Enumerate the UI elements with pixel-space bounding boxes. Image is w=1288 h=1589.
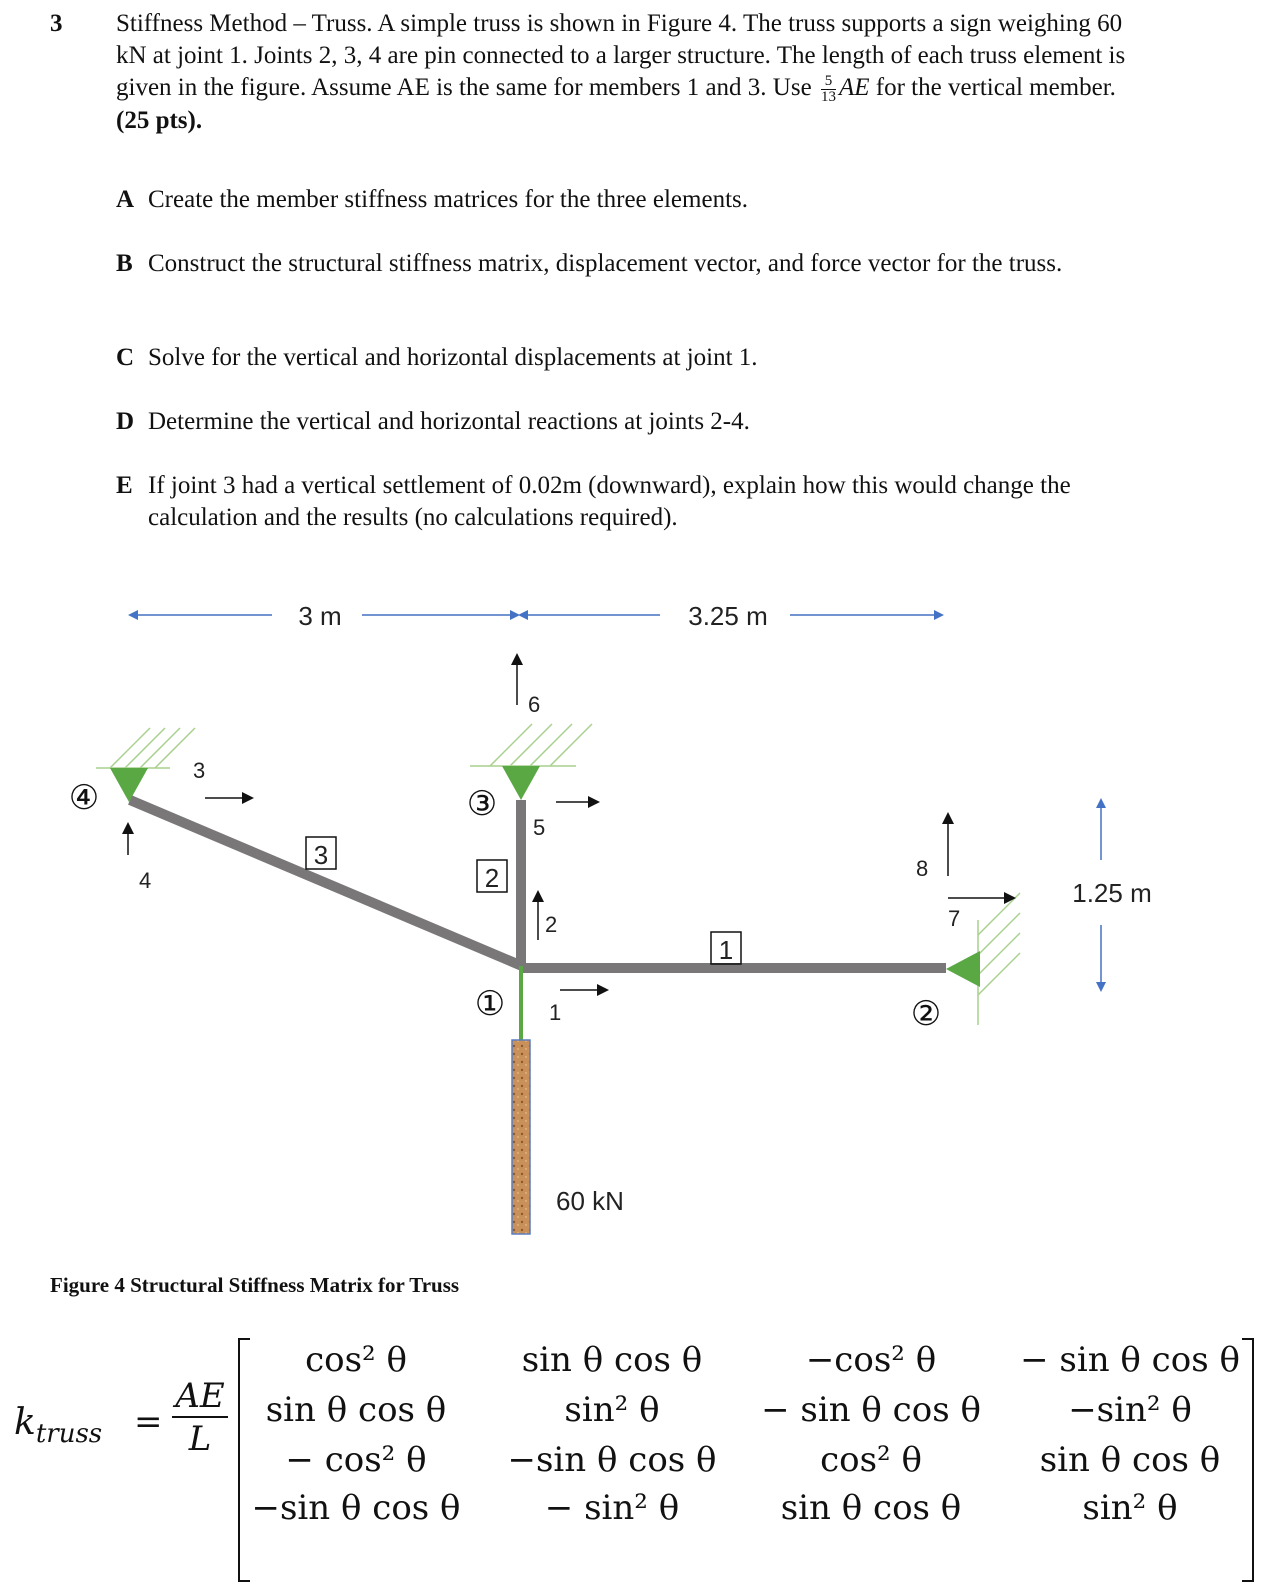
dof-label-6: 6	[528, 692, 541, 717]
matrix-cell: cos² θ	[820, 1440, 922, 1480]
dof-label-1: 1	[549, 1000, 562, 1025]
joint-label-1: ①	[474, 984, 506, 1024]
part-label: C	[116, 344, 135, 371]
matrix-cell: − cos² θ	[285, 1440, 427, 1480]
part-label: A	[116, 186, 135, 213]
problem-stem-text-2: for the vertical member.	[875, 74, 1116, 101]
part-text: Solve for the vertical and horizontal displacements at joint 1.	[148, 344, 758, 371]
part-d	[116, 406, 1116, 438]
part-label: E	[116, 472, 133, 499]
matrix-cell: −cos² θ	[805, 1340, 937, 1380]
dof-arrows	[128, 655, 1014, 990]
support-joint-2	[946, 951, 980, 987]
stiffness-matrix-formula	[0, 1320, 1288, 1589]
member-label-1: 1	[718, 935, 734, 965]
part-text: Determine the vertical and horizontal reactions at joints 2-4.	[148, 408, 750, 435]
dof-label-4: 4	[139, 868, 152, 893]
dim-height-label: 1.25 m	[1072, 878, 1152, 908]
part-a	[116, 184, 1116, 216]
matrix-cell: −sin θ cos θ	[507, 1440, 717, 1480]
fraction-numerator: 5	[821, 74, 836, 90]
dof-label-3: 3	[193, 758, 206, 783]
matrix-cell: sin θ cos θ	[265, 1390, 447, 1430]
joint-label-4: ④	[68, 778, 100, 818]
part-c	[116, 342, 1116, 374]
member-label-3: 3	[313, 840, 329, 870]
support-hatching	[96, 724, 1020, 1025]
dof-label-7: 7	[948, 906, 961, 931]
lhs-symbol: k	[14, 1402, 36, 1443]
points-label: (25 pts).	[116, 106, 203, 134]
part-label: D	[116, 408, 135, 435]
matrix-cell: − sin² θ	[544, 1488, 680, 1528]
member-label-2: 2	[484, 863, 500, 893]
problem-statement	[116, 8, 1126, 137]
dim-left-label: 3 m	[298, 601, 342, 631]
matrix-cell: sin² θ	[564, 1390, 660, 1430]
matrix-cell: −sin θ cos θ	[251, 1488, 461, 1528]
matrix-cell: cos² θ	[305, 1340, 407, 1380]
matrix-cell: sin θ cos θ	[521, 1340, 703, 1380]
problem-stem-text: Stiffness Method – Truss. A simple truss is shown in Figure 4. The truss supports a sign weighing 60 kN at joint 1. Joints 2, 3, 4 are pin connected to a larger structure. The length of each truss element is given in the figure. Assume AE is the same for members 1 and 3. Use	[116, 10, 1126, 101]
dof-label-8: 8	[916, 856, 929, 881]
part-b	[116, 248, 1106, 280]
matrix-lhs	[14, 1402, 102, 1449]
stiffness-fraction	[821, 74, 836, 105]
ae-symbol: AE	[838, 74, 870, 101]
joint-label-3: ③	[466, 784, 498, 824]
matrix-cell: sin² θ	[1082, 1488, 1178, 1528]
matrix-cell: −sin² θ	[1068, 1390, 1192, 1430]
truss-figure	[0, 580, 1288, 1260]
figure-caption: Figure 4 Structural Stiffness Matrix for Truss	[50, 1273, 460, 1297]
matrix-cell: − sin θ cos θ	[1020, 1340, 1240, 1380]
problem-number: 3	[50, 10, 63, 37]
part-e	[116, 470, 1076, 534]
part-text: Construct the structural stiffness matrix, displacement vector, and force vector for the truss.	[148, 250, 1063, 277]
sign-board	[512, 1040, 530, 1234]
dof-label-2: 2	[545, 912, 558, 937]
part-text: If joint 3 had a vertical settlement of 0.02m (downward), explain how this would change the calculation and the results (no calculations required).	[148, 472, 1071, 531]
coef-numerator: AE	[172, 1376, 228, 1418]
support-joint-4	[110, 768, 148, 802]
matrix-cell: − sin θ cos θ	[761, 1390, 981, 1430]
dim-right-label: 3.25 m	[688, 601, 768, 631]
equals-sign: =	[134, 1402, 163, 1442]
joint-label-2: ②	[910, 994, 942, 1034]
lhs-subscript: truss	[35, 1419, 103, 1450]
member-3	[130, 800, 522, 966]
load-label: 60 kN	[556, 1186, 624, 1216]
coef-denominator: L	[188, 1419, 212, 1459]
dimension-lines	[130, 615, 1101, 990]
fraction-denominator: 13	[820, 88, 836, 105]
support-joint-3	[502, 766, 540, 800]
dof-label-5: 5	[533, 815, 546, 840]
part-text: Create the member stiffness matrices for the three elements.	[148, 186, 748, 213]
coefficient	[172, 1376, 228, 1460]
matrix-cell: sin θ cos θ	[1039, 1440, 1221, 1480]
part-label: B	[116, 250, 133, 277]
matrix-cell: sin θ cos θ	[780, 1488, 962, 1528]
